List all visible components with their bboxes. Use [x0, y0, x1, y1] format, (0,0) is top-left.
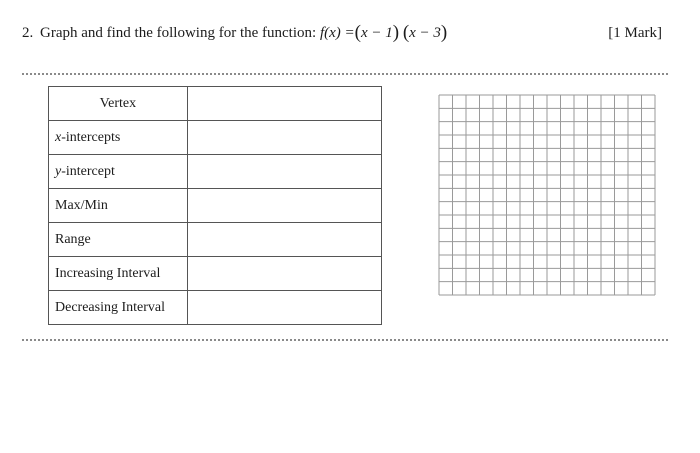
function-name: f(x) =	[319, 25, 355, 41]
table-row	[49, 87, 382, 121]
graph-grid[interactable]	[438, 94, 656, 296]
vertex-answer-cell[interactable]	[187, 87, 381, 121]
properties-table	[48, 86, 382, 325]
x-variable: x	[55, 129, 62, 145]
max-min-label: Max/Min	[49, 189, 188, 223]
marks-label: [1 Mark]	[608, 25, 662, 41]
x-intercepts-label	[49, 121, 188, 155]
question-number: 2.	[22, 25, 34, 41]
x-intercepts-answer-cell[interactable]	[187, 121, 381, 155]
open-paren-2: (	[402, 22, 410, 43]
table-row	[49, 223, 382, 257]
y-variable: y	[55, 163, 62, 179]
table-row	[49, 155, 382, 189]
y-intercept-label	[49, 155, 188, 189]
range-label: Range	[49, 223, 188, 257]
function-factor-1: x − 1	[360, 25, 393, 41]
increasing-interval-answer-cell[interactable]	[187, 257, 381, 291]
range-answer-cell[interactable]	[187, 223, 381, 257]
question-text: Graph and find the following for the function:	[40, 25, 317, 41]
vertex-label: Vertex	[49, 87, 188, 121]
function-factor-2: x − 3	[409, 25, 441, 41]
max-min-answer-cell[interactable]	[187, 189, 381, 223]
y-intercept-text: -intercept	[61, 163, 115, 179]
increasing-interval-label: Increasing Interval	[49, 257, 188, 291]
y-intercept-answer-cell[interactable]	[187, 155, 381, 189]
table-row	[49, 121, 382, 155]
question-header	[22, 22, 662, 44]
close-paren-1: )	[392, 22, 400, 43]
table-row	[49, 291, 382, 325]
dotted-separator-bottom	[22, 339, 668, 341]
table-row	[49, 257, 382, 291]
decreasing-interval-answer-cell[interactable]	[187, 291, 381, 325]
table-row	[49, 189, 382, 223]
dotted-separator-top	[22, 73, 668, 75]
x-intercepts-text: -intercepts	[61, 129, 121, 145]
decreasing-interval-label: Decreasing Interval	[49, 291, 188, 325]
question-prompt	[40, 22, 447, 44]
close-paren-2: )	[440, 22, 448, 43]
open-paren-1: (	[354, 22, 361, 43]
